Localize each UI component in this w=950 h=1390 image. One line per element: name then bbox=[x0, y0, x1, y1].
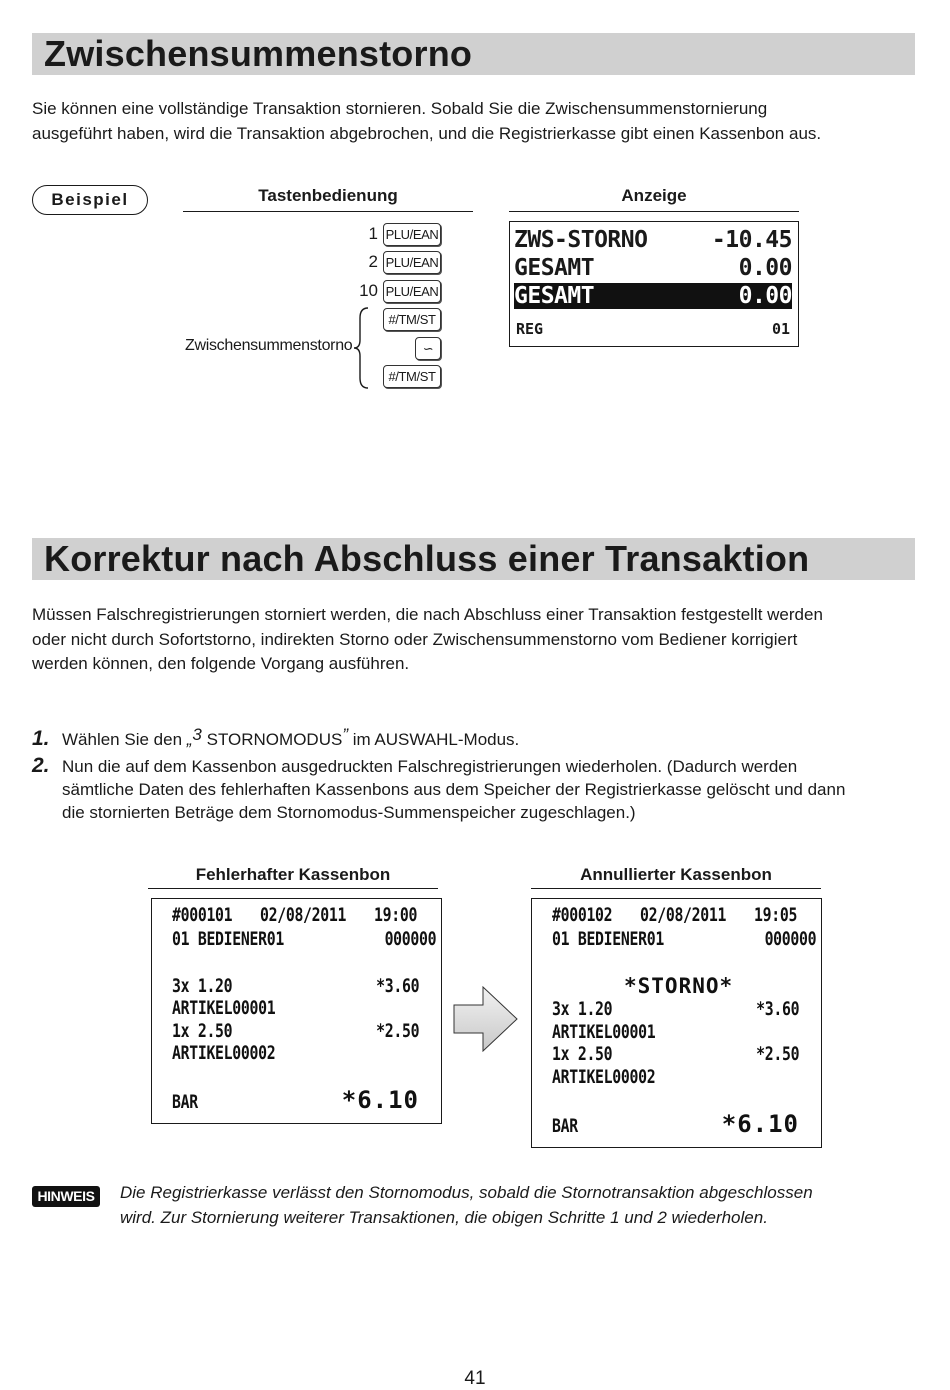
mode-number: 3 bbox=[192, 725, 202, 744]
void-banner: *STORNO* bbox=[624, 974, 734, 998]
section-title: Zwischensummenstorno bbox=[44, 33, 473, 74]
receipt-date: 02/08/2011 bbox=[260, 904, 347, 926]
receipt-time: 19:05 bbox=[754, 904, 798, 926]
item-qty-price: 3x 1.20 bbox=[172, 975, 233, 997]
intro-line: ausgeführt haben, wird die Transaktion abgebrochen, und die Registrierkasse gibt einen Kassenbon aus. bbox=[32, 123, 822, 143]
right-arrow-icon bbox=[453, 986, 519, 1052]
receipt-date: 02/08/2011 bbox=[640, 904, 727, 926]
item-amount: *3.60 bbox=[755, 998, 799, 1020]
receipt-number: #000101 bbox=[172, 904, 233, 926]
note-line: wird. Zur Stornierung weiterer Transaktionen, die obigen Schritte 1 und 2 wiederholen. bbox=[120, 1208, 768, 1227]
receipt-number: #000102 bbox=[552, 904, 613, 926]
display-heading: Anzeige bbox=[621, 186, 687, 205]
display-row-value: 0.00 bbox=[738, 255, 792, 281]
note-text bbox=[120, 1180, 813, 1230]
void-key[interactable]: ∽ bbox=[415, 337, 441, 360]
close-quote: ” bbox=[342, 725, 348, 744]
display-clerk: 01 bbox=[771, 320, 790, 338]
item-name: ARTIKEL00001 bbox=[552, 1021, 656, 1043]
item-amount: *2.50 bbox=[375, 1020, 419, 1042]
receipt-clerk-code: 000000 bbox=[764, 928, 816, 950]
total-label: BAR bbox=[552, 1115, 578, 1137]
key-qty: 1 bbox=[368, 224, 378, 243]
brace-label: Zwischensummenstorno bbox=[185, 337, 353, 354]
void-receipt bbox=[531, 898, 822, 1148]
note-line: Die Registrierkasse verlässt den Stornomodus, sobald die Stornotransaktion abgeschlossen bbox=[120, 1183, 813, 1202]
receipt-clerk: 01 BEDIENER01 bbox=[552, 928, 664, 950]
display-row-value: 0.00 bbox=[738, 283, 792, 309]
step-line: die stornierten Beträge dem Stornomodus-Summenspeicher zugeschlagen.) bbox=[62, 803, 636, 822]
keys-heading: Tastenbedienung bbox=[258, 186, 398, 205]
note-badge: HINWEIS bbox=[32, 1186, 100, 1207]
step-text bbox=[62, 725, 520, 751]
item-name: ARTIKEL00002 bbox=[552, 1066, 656, 1088]
intro-line: oder nicht durch Sofortstorno, indirekten Storno oder Zwischensummenstorno vom Bediener korrigiert bbox=[32, 629, 798, 649]
item-qty-price: 3x 1.20 bbox=[552, 998, 613, 1020]
display-row-highlighted bbox=[514, 283, 792, 309]
mode-name: STORNOMODUS bbox=[201, 730, 343, 749]
intro-line: werden können, den folgende Vorgang ausführen. bbox=[32, 654, 410, 673]
step-line: Nun die auf dem Kassenbon ausgedruckten Falschregistrierungen wiederholen. (Dadurch werden bbox=[62, 757, 798, 776]
item-qty-price: 1x 2.50 bbox=[172, 1020, 233, 1042]
item-name: ARTIKEL00002 bbox=[172, 1042, 276, 1064]
item-name: ARTIKEL00001 bbox=[172, 997, 276, 1019]
display-row-value: -10.45 bbox=[711, 227, 792, 253]
receipt-clerk: 01 BEDIENER01 bbox=[172, 928, 284, 950]
key-qty: 2 bbox=[368, 252, 378, 271]
section-heading-korrektur bbox=[32, 538, 915, 580]
section-intro bbox=[32, 603, 922, 677]
step-suffix: im AUSWAHL-Modus. bbox=[347, 730, 520, 749]
example-label: Beispiel bbox=[32, 185, 148, 215]
open-quote: „ bbox=[186, 730, 193, 749]
faulty-receipt-rule bbox=[148, 888, 438, 889]
register-display bbox=[509, 221, 799, 347]
subtotal-key[interactable]: #/TM/ST bbox=[383, 365, 441, 388]
display-row-label: ZWS-STORNO bbox=[514, 227, 648, 253]
page-number: 41 bbox=[464, 1368, 486, 1389]
step-prefix: Wählen Sie den bbox=[62, 730, 187, 749]
plu-ean-key[interactable]: PLU/EAN bbox=[383, 280, 441, 303]
display-status-row bbox=[514, 320, 792, 340]
item-amount: *2.50 bbox=[755, 1043, 799, 1065]
section-heading-zwischensummenstorno bbox=[32, 33, 915, 75]
display-heading-rule bbox=[509, 211, 799, 212]
plu-ean-key[interactable]: PLU/EAN bbox=[383, 223, 441, 246]
step-line: sämtliche Daten des fehlerhaften Kassenbons aus dem Speicher der Registrierkasse gelöscht und dann bbox=[62, 780, 846, 799]
void-receipt-heading: Annullierter Kassenbon bbox=[580, 865, 772, 884]
keys-heading-rule bbox=[183, 211, 473, 212]
display-mode: REG bbox=[516, 320, 544, 338]
display-row-label: GESAMT bbox=[514, 255, 595, 281]
plu-ean-key[interactable]: PLU/EAN bbox=[383, 251, 441, 274]
item-amount: *3.60 bbox=[375, 975, 419, 997]
subtotal-key[interactable]: #/TM/ST bbox=[383, 308, 441, 331]
receipt-time: 19:00 bbox=[374, 904, 418, 926]
step-number: 1. bbox=[32, 727, 50, 750]
section-intro bbox=[32, 97, 922, 146]
display-row-label: GESAMT bbox=[514, 283, 595, 309]
faulty-receipt-heading: Fehlerhafter Kassenbon bbox=[195, 865, 391, 884]
display-row bbox=[514, 255, 792, 281]
curly-brace-icon bbox=[352, 306, 370, 390]
void-receipt-rule bbox=[531, 888, 821, 889]
item-qty-price: 1x 2.50 bbox=[552, 1043, 613, 1065]
intro-line: Sie können eine vollständige Transaktion stornieren. Sobald Sie die Zwischensummenstornierung bbox=[32, 99, 768, 118]
total-amount: *6.10 bbox=[341, 1086, 419, 1114]
total-label: BAR bbox=[172, 1091, 198, 1113]
step-number: 2. bbox=[32, 754, 50, 777]
key-qty: 10 bbox=[359, 281, 378, 300]
total-amount: *6.10 bbox=[721, 1110, 799, 1138]
step-text bbox=[62, 755, 845, 824]
intro-line: Müssen Falschregistrierungen storniert werden, die nach Abschluss einer Transaktion festgestellt werden bbox=[32, 605, 823, 624]
display-row bbox=[514, 227, 792, 253]
faulty-receipt bbox=[151, 898, 442, 1124]
receipt-clerk-code: 000000 bbox=[384, 928, 436, 950]
section-title: Korrektur nach Abschluss einer Transaktion bbox=[44, 538, 810, 579]
